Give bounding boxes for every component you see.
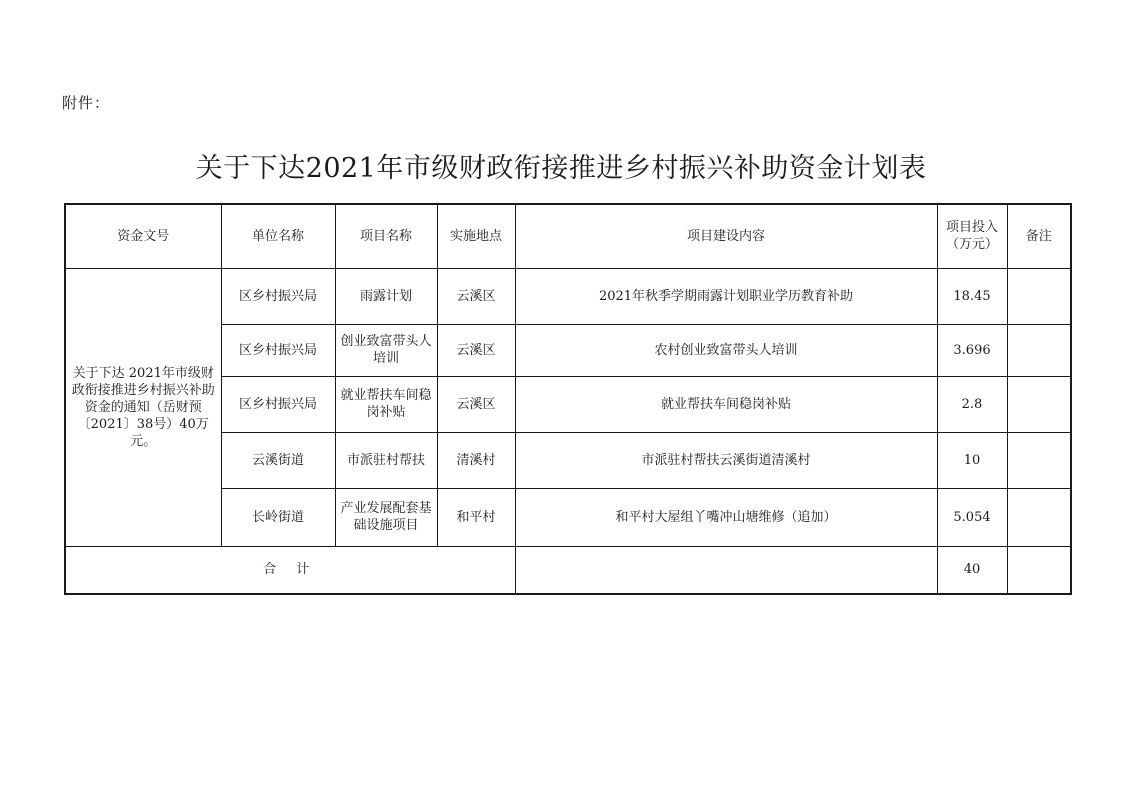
total-remark-cell bbox=[1007, 546, 1071, 594]
location-cell: 清溪村 bbox=[437, 432, 515, 488]
unit-cell: 区乡村振兴局 bbox=[221, 376, 335, 432]
location-cell: 云溪区 bbox=[437, 268, 515, 324]
content-cell: 和平村大屋组丫嘴冲山塘维修（追加） bbox=[515, 488, 937, 546]
content-cell: 就业帮扶车间稳岗补贴 bbox=[515, 376, 937, 432]
project-cell: 雨露计划 bbox=[335, 268, 437, 324]
document-title: 关于下达2021年市级财政衔接推进乡村振兴补助资金计划表 bbox=[195, 153, 927, 184]
header-location: 实施地点 bbox=[437, 204, 515, 268]
amount-cell: 10 bbox=[937, 432, 1007, 488]
amount-cell: 3.696 bbox=[937, 324, 1007, 376]
location-cell: 云溪区 bbox=[437, 376, 515, 432]
remark-cell bbox=[1007, 432, 1071, 488]
amount-cell: 18.45 bbox=[937, 268, 1007, 324]
table-row bbox=[65, 268, 1071, 324]
content-cell: 2021年秋季学期雨露计划职业学历教育补助 bbox=[515, 268, 937, 324]
plan-table bbox=[64, 203, 1072, 595]
total-content-cell bbox=[515, 546, 937, 594]
header-amount: 项目投入（万元） bbox=[937, 204, 1007, 268]
remark-cell bbox=[1007, 324, 1071, 376]
remark-cell bbox=[1007, 488, 1071, 546]
attachment-label: 附件： bbox=[62, 94, 111, 112]
header-content: 项目建设内容 bbox=[515, 204, 937, 268]
unit-cell: 区乡村振兴局 bbox=[221, 324, 335, 376]
header-doc-no: 资金文号 bbox=[65, 204, 221, 268]
location-cell: 云溪区 bbox=[437, 324, 515, 376]
location-cell: 和平村 bbox=[437, 488, 515, 546]
unit-cell: 长岭街道 bbox=[221, 488, 335, 546]
unit-cell: 云溪街道 bbox=[221, 432, 335, 488]
total-row bbox=[65, 546, 1071, 594]
project-cell: 就业帮扶车间稳岗补贴 bbox=[335, 376, 437, 432]
content-cell: 市派驻村帮扶云溪街道清溪村 bbox=[515, 432, 937, 488]
amount-cell: 5.054 bbox=[937, 488, 1007, 546]
header-row bbox=[65, 204, 1071, 268]
remark-cell bbox=[1007, 376, 1071, 432]
header-remark: 备注 bbox=[1007, 204, 1071, 268]
remark-cell bbox=[1007, 268, 1071, 324]
amount-cell: 2.8 bbox=[937, 376, 1007, 432]
header-unit: 单位名称 bbox=[221, 204, 335, 268]
total-label: 合 计 bbox=[65, 546, 515, 594]
unit-cell: 区乡村振兴局 bbox=[221, 268, 335, 324]
content-cell: 农村创业致富带头人培训 bbox=[515, 324, 937, 376]
header-project: 项目名称 bbox=[335, 204, 437, 268]
project-cell: 产业发展配套基础设施项目 bbox=[335, 488, 437, 546]
doc-no-cell: 关于下达 2021年市级财政衔接推进乡村振兴补助资金的通知（岳财预〔2021〕38号）40万元。 bbox=[65, 268, 221, 546]
total-amount: 40 bbox=[937, 546, 1007, 594]
project-cell: 创业致富带头人培训 bbox=[335, 324, 437, 376]
project-cell: 市派驻村帮扶 bbox=[335, 432, 437, 488]
